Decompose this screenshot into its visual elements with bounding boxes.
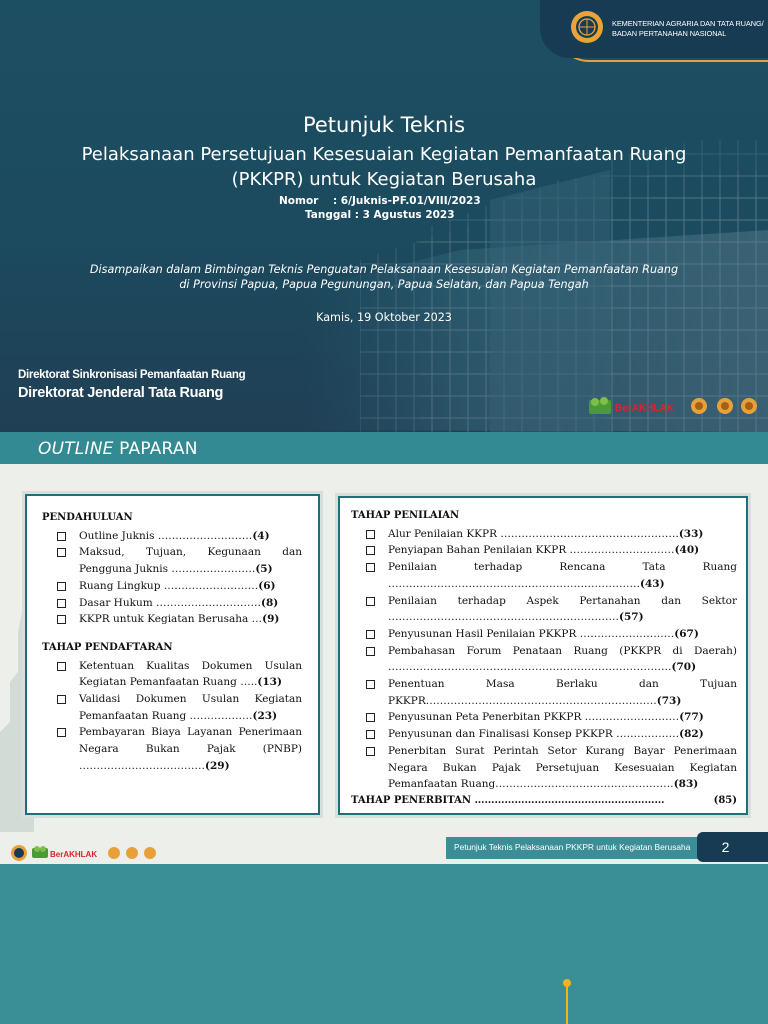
outline-item-label: Penyusunan Peta Penerbitan PKKPR ………………………: [388, 711, 680, 724]
green-leaf-small-icon: [32, 846, 48, 858]
event-note-line2: di Provinsi Papua, Papua Pegunungan, Papua Selatan, dan Papua Tengah: [179, 278, 589, 291]
outline-item-text: [388, 726, 737, 743]
green-leaf-icon: [589, 397, 611, 414]
emblem-small-icon-2: [126, 847, 138, 859]
outline-item: [351, 743, 737, 793]
checkbox-bullet-icon: [57, 695, 66, 704]
outline-item-label: Penyiapan Bahan Penilaian KKPR …………………………: [388, 544, 675, 557]
document-date: Tanggal : 3 Agustus 2023: [305, 209, 455, 221]
outline-item-text: [79, 578, 302, 595]
outline-item-text: [388, 526, 737, 543]
outline-item-page: (70): [671, 661, 697, 674]
outline-item-page: (67): [674, 627, 699, 640]
outline-item-page: (29): [205, 759, 230, 772]
outline-item-page: (4): [252, 529, 270, 542]
emblem-small-icon-3: [144, 847, 156, 859]
outline-item-label: Penyusunan dan Finalisasi Konsep PKKPR ………………: [388, 728, 680, 741]
checkbox-bullet-icon: [57, 599, 66, 608]
outline-final-heading: TAHAP PENERBITAN …………………………………………………: [351, 794, 665, 806]
pointer-line: [566, 984, 568, 1024]
outline-item-page: (5): [255, 563, 273, 576]
outline-item: [351, 626, 737, 643]
outline-item: [42, 528, 302, 545]
outline-item-page: (13): [257, 676, 282, 689]
outline-item-label: Dasar Hukum …………………………: [79, 596, 262, 609]
slide-title: Petunjuk Teknis: [302, 113, 466, 137]
checkbox-bullet-icon: [366, 713, 375, 722]
outline-item-page: (8): [261, 596, 279, 609]
outline-item: [351, 559, 737, 592]
berakhlak-small-text: BerAKHLAK: [50, 850, 98, 859]
outline-item-text: [388, 559, 737, 592]
outline-item-page: (73): [656, 694, 682, 707]
outline-item-text: [388, 626, 737, 643]
outline-item-label: Ketentuan Kualitas Dokumen Usulan Kegiatan Pemanfaatan Ruang …..: [79, 659, 302, 689]
checkbox-bullet-icon: [366, 747, 375, 756]
outline-item-text: [79, 724, 302, 774]
outline-item-page: (82): [679, 728, 704, 741]
outline-final-section: [351, 793, 737, 810]
outline-right-list: [351, 508, 737, 811]
checkbox-bullet-icon: [366, 630, 375, 639]
checkbox-bullet-icon: [366, 530, 375, 539]
outline-item: [42, 544, 302, 577]
outline-item: [351, 542, 737, 559]
event-note-line1: Disampaikan dalam Bimbingan Teknis Penguatan Pelaksanaan Kesesuaian Kegiatan Pemanfaatan Ruang: [89, 263, 679, 276]
ministry-emblem-small-icon: [11, 845, 27, 861]
outline-item-label: Penilaian terhadap Aspek Pertanahan dan Sektor …………………………………………………………: [388, 594, 737, 624]
outline-item-label: Outline Juknis ………………………: [79, 529, 253, 542]
outline-item-label: Maksud, Tujuan, Kegunaan dan Pengguna Juknis ……………………: [79, 546, 302, 576]
outline-item-text: [388, 676, 737, 709]
berakhlak-text: BerAKHLAK: [615, 403, 674, 414]
ministry-name: [612, 19, 764, 39]
checkbox-bullet-icon: [366, 680, 375, 689]
outline-slide: [0, 432, 768, 864]
outline-item-page: (43): [640, 577, 665, 590]
checkbox-bullet-icon: [366, 647, 375, 656]
slide-subtitle-line1: Pelaksanaan Persetujuan Kesesuaian Kegiatan Pemanfaatan Ruang: [81, 144, 687, 165]
checkbox-bullet-icon: [57, 532, 66, 541]
ministry-emblem-icon: [568, 8, 606, 46]
outline-item-text: [388, 593, 737, 626]
event-date: Kamis, 19 Oktober 2023: [316, 311, 452, 324]
outline-left-list: [42, 510, 302, 775]
outline-item-page: (9): [262, 613, 280, 626]
directorate-general-name: Direktorat Jenderal Tata Ruang: [18, 385, 224, 401]
document-number: Nomor : 6/Juknis-PF.01/VIII/2023: [279, 195, 481, 207]
footer-text: Petunjuk Teknis Pelaksanaan PKKPR untuk Kegiatan Berusaha: [454, 842, 691, 852]
outline-item-text: [388, 709, 737, 726]
outline-item-text: [79, 595, 302, 612]
checkbox-bullet-icon: [366, 546, 375, 555]
outline-item-text: [388, 643, 737, 676]
outline-title: [38, 439, 198, 459]
outline-item-label: Penentuan Masa Berlaku dan Tujuan PKKPR…………………………………………………………: [388, 678, 737, 707]
outline-item-page: (77): [679, 711, 704, 724]
slide-subtitle-line2: (PKKPR) untuk Kegiatan Berusaha: [231, 169, 537, 190]
outline-item: [351, 593, 737, 626]
outline-item-label: Penerbitan Surat Perintah Setor Kurang Bayar Penerimaan Negara Bukan Pajak Persetujuan Kesesuaian Kegiatan Pemanfaatan Ruang……………………………………………: [388, 744, 737, 791]
outline-item-text: [79, 528, 302, 545]
outline-item-text: [79, 611, 302, 628]
outline-item: [42, 595, 302, 612]
outline-item-label: Validasi Dokumen Usulan Kegiatan Pemanfaatan Ruang ………………: [79, 693, 302, 722]
checkbox-bullet-icon: [366, 730, 375, 739]
outline-item-label: Penilaian terhadap Rencana Tata Ruang ………………………………………………………………: [388, 561, 737, 590]
checkbox-bullet-icon: [57, 662, 66, 671]
outline-section-heading: PENDAHULUAN: [42, 512, 133, 523]
outline-item-label: Pembayaran Biaya Layanan Penerimaan Negara Bukan Pajak (PNBP) ………………………………: [79, 726, 302, 772]
outline-item-page: (57): [619, 611, 644, 624]
outline-item-text: [388, 542, 737, 559]
outline-item-label: Ruang Lingkup ………………………: [79, 579, 259, 592]
emblem-icon-2: [717, 398, 733, 414]
emblem-icon-3: [741, 398, 757, 414]
berakhlak-logo-group: [587, 393, 762, 419]
checkbox-bullet-icon: [366, 597, 375, 606]
checkbox-bullet-icon: [57, 615, 66, 624]
outline-item-page: (83): [673, 778, 699, 791]
page-number: 2: [697, 832, 768, 862]
outline-item-page: (40): [674, 544, 700, 557]
outline-title-rest: PAPARAN: [113, 439, 198, 459]
outline-item: [351, 676, 737, 709]
outline-item: [42, 724, 302, 774]
outline-section-heading: TAHAP PENILAIAN: [351, 510, 460, 521]
outline-item: [351, 726, 737, 743]
outline-item: [351, 709, 737, 726]
outline-final-page: (85): [713, 794, 737, 806]
outline-item: [351, 643, 737, 676]
outline-item-text: [79, 658, 302, 691]
checkbox-bullet-icon: [57, 548, 66, 557]
outline-item-label: Alur Penilaian KKPR ……………………………………………: [388, 527, 679, 540]
emblem-small-icon-1: [108, 847, 120, 859]
outline-item: [351, 526, 737, 543]
outline-item-page: (33): [678, 527, 704, 540]
emblem-icon-1: [691, 398, 707, 414]
outline-item-label: Penyusunan Hasil Penilaian PKKPR ………………………: [388, 627, 675, 640]
outline-item-page: (6): [258, 579, 276, 592]
checkbox-bullet-icon: [366, 563, 375, 572]
outline-item-text: [388, 743, 737, 793]
footer-logos: [10, 843, 160, 863]
outline-section-heading: TAHAP PENDAFTARAN: [42, 641, 173, 653]
ministry-name-line1: KEMENTERIAN AGRARIA DAN TATA RUANG/: [612, 19, 764, 28]
ministry-name-line2: BADAN PERTANAHAN NASIONAL: [612, 29, 727, 38]
checkbox-bullet-icon: [57, 582, 66, 591]
directorate-name: Direktorat Sinkronisasi Pemanfaatan Ruang: [18, 369, 246, 381]
outline-title-italic: OUTLINE: [38, 439, 114, 459]
title-slide: [0, 0, 768, 432]
outline-item-page: (23): [252, 709, 278, 722]
outline-item: [42, 691, 302, 724]
outline-item-text: [79, 544, 302, 577]
outline-item-label: KKPR untuk Kegiatan Berusaha …: [79, 613, 263, 626]
outline-item-label: Pembahasan Forum Penataan Ruang (PKKPR di Daerah) ………………………………………………………………………: [388, 644, 737, 674]
outline-item-text: [79, 691, 302, 724]
checkbox-bullet-icon: [57, 728, 66, 737]
outline-item: [42, 611, 302, 628]
outline-item: [42, 658, 302, 691]
outline-item: [42, 578, 302, 595]
